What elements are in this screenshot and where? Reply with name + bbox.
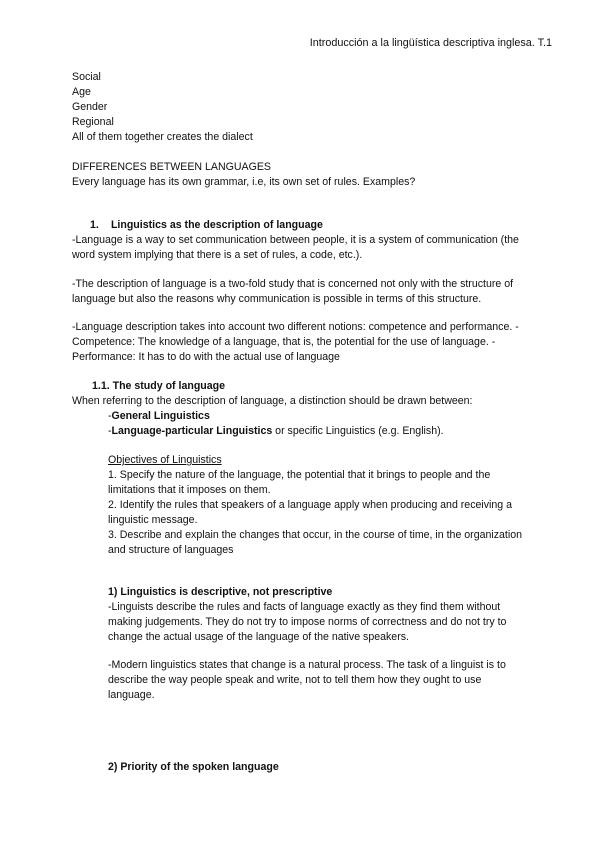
list-item: Gender xyxy=(72,101,108,113)
list-item: -Language-particular Linguistics or specific Linguistics (e.g. English). xyxy=(108,425,444,437)
section-1-title: Linguistics as the description of language xyxy=(110,219,323,231)
list-item: -General Linguistics xyxy=(108,410,210,422)
paragraph: -Linguists describe the rules and facts of language exactly as they find them without making judgements. They do not try to impose norms of correctness and do not try to change the actual usage of the language of the native speakers. xyxy=(108,601,507,643)
paragraph: -Language is a way to set communication between people, it is a system of communication (the word system implying that there is a set of rules, a code, etc.). xyxy=(72,234,519,261)
linguistics-types xyxy=(108,409,528,439)
point-1-heading xyxy=(108,585,528,600)
list-item: 1. Specify the nature of the language, the potential that it brings to people and the limitations that it imposes on them. xyxy=(108,469,491,496)
paragraph: -Modern linguistics states that change is a natural process. The task of a linguist is to describe the way people speak and write, not to tell them how they ought to use language. xyxy=(108,659,506,701)
paragraph: -The description of language is a two-fold study that is concerned not only with the structure of language but also the reasons why communication is possible in terms of this structure. xyxy=(72,278,514,305)
list-item: Social xyxy=(72,71,101,83)
section-title: 2) Priority of the spoken language xyxy=(108,761,279,773)
differences-text: Every language has its own grammar, i.e, its own set of rules. Examples? xyxy=(72,176,416,188)
section-1-1-intro xyxy=(72,394,528,409)
section-1-body-2 xyxy=(72,277,530,307)
paragraph: When referring to the description of language, a distinction should be drawn between: xyxy=(72,395,473,407)
list-item: Regional xyxy=(72,116,114,128)
section-1-heading xyxy=(90,218,528,233)
section-1-1-heading xyxy=(92,379,548,394)
section-1-body xyxy=(72,233,530,263)
objectives-heading: Objectives of Linguistics xyxy=(108,454,222,466)
point-1-body xyxy=(108,600,528,645)
objectives-block xyxy=(108,453,528,558)
list-item: 3. Describe and explain the changes that occur, in the course of time, in the organization and structure of languages xyxy=(108,529,522,556)
section-title: 1.1. The study of language xyxy=(92,380,226,392)
differences-heading: DIFFERENCES BETWEEN LANGUAGES xyxy=(72,161,271,173)
section-title: 1) Linguistics is descriptive, not prescriptive xyxy=(108,586,333,598)
differences-section xyxy=(72,160,528,190)
point-2-heading xyxy=(108,760,528,775)
page-header: Introducción a la lingüística descriptiva inglesa. T.1 xyxy=(309,37,552,49)
section-1-body-3 xyxy=(72,320,530,365)
list-summary: All of them together creates the dialect xyxy=(72,131,253,143)
category-list xyxy=(72,70,528,145)
list-item: Age xyxy=(72,86,91,98)
point-1-body-2 xyxy=(108,658,528,703)
paragraph: -Language description takes into account two different notions: competence and performance. -Competence: The knowledge of a language, that is, the potential for the use of language. -Performance: It has to do with the actual use of language xyxy=(72,321,519,363)
section-1-number: 1. xyxy=(90,219,99,231)
list-item: 2. Identify the rules that speakers of a language apply when producing and receiving a linguistic message. xyxy=(108,499,513,526)
